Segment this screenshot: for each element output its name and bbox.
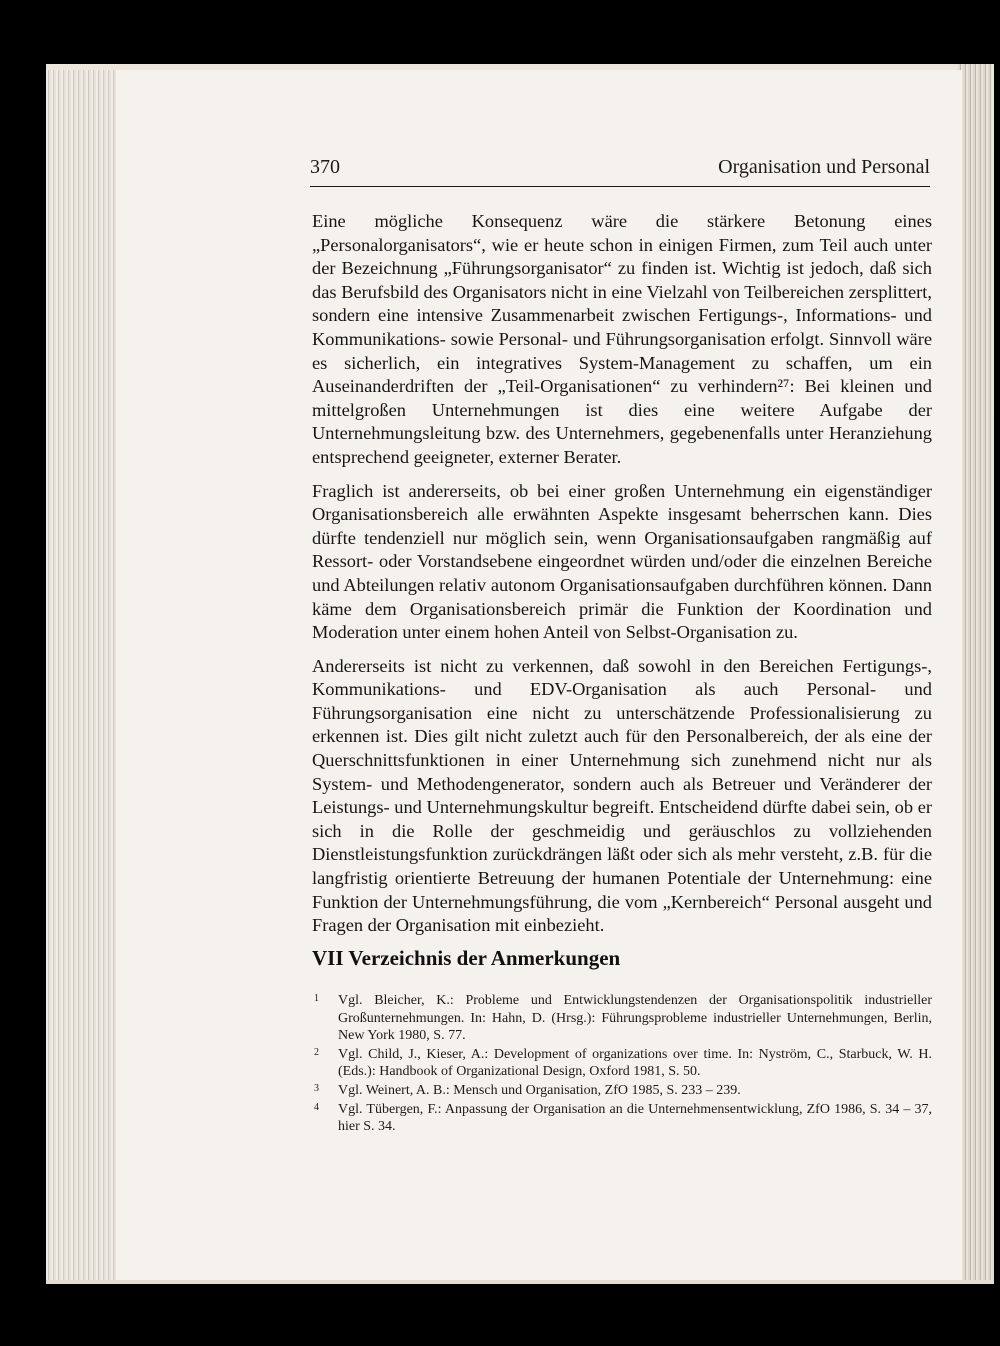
page-header [310,152,930,187]
endnote-number: 1 [314,993,319,1004]
section-heading: VII Verzeichnis der Anmerkungen [312,946,621,970]
page-number: 370 [310,156,340,178]
endnote [312,1101,932,1136]
endnote-text: Vgl. Weinert, A. B.: Mensch und Organisation, ZfO 1985, S. 233 – 239. [338,1082,741,1098]
endnote-text: Vgl. Tübergen, F.: Anpassung der Organisation an die Unternehmensentwicklung, ZfO 1986, S. 34 – 37, hier S. 34. [338,1101,932,1135]
left-page-edges [46,70,118,1280]
body-text [312,210,932,948]
right-page-edges [958,64,992,1280]
running-head: Organisation und Personal [718,156,930,178]
endnote-number: 4 [314,1101,319,1113]
endnote-number: 2 [314,1046,319,1058]
paragraph: Eine mögliche Konsequenz wäre die stärkere Betonung eines „Personalorganisators“, wie er heute schon in einigen Firmen, zum Teil auch unter der Bezeichnung „Führungsorganisator“ zu finden ist. Wichtig ist jedoch, daß sich das Berufsbild des Organisators nicht in eine Vielzahl von Teilbereichen zersplittert, sondern eine intensive Zusammenarbeit zwischen Fertigungs-, Informations- und Kommunikations- sowie Personal- und Führungsorganisation erfolgt. Sinnvoll wäre es sicherlich, ein integratives System-Management zu schaffen, um ein Auseinanderdriften der „Teil-Organisationen“ zu verhindern²⁷: Bei kleinen und mittelgroßen Unternehmungen ist dies eine weitere Aufgabe der Unternehmungsleitung bzw. des Unternehmers, gegebenenfalls unter Heranziehung entsprechend geeigneter, externer Berater. [312,211,932,467]
endnote [312,1082,932,1100]
endnote [312,992,932,1045]
paragraph: Fraglich ist andererseits, ob bei einer großen Unternehmung ein eigenständiger Organisationsbereich alle erwähnten Aspekte insgesamt beherrschen kann. Dies dürfte tendenziell nur möglich sein, wenn Organisationsaufgaben rangmäßig auf Ressort- oder Vorstandsebene eingeordnet würden und/oder die einzelnen Bereiche und Abteilungen relativ autonom Organisationsaufgaben durchführen können. Dann käme dem Organisationsbereich primär die Funktion der Koordination und Moderation unter einem hohen Anteil von Selbst-Organisation zu. [312,480,932,643]
endnote-text: Vgl. Child, J., Kieser, A.: Development of organizations over time. In: Nyström, C., Starbuck, W. H. (Eds.): Handbook of Organizational Design, Oxford 1981, S. 50. [338,1046,932,1080]
endnote-number: 3 [314,1082,319,1094]
endnote-text: Vgl. Bleicher, K.: Probleme und Entwicklungstendenzen der Organisationspolitik industrieller Großunternehmungen. In: Hahn, D. (Hrsg.): Führungsprobleme industrieller Unternehmungen, Berlin, New York 1980, S. 77. [338,993,932,1044]
paragraph: Andererseits ist nicht zu verkennen, daß sowohl in den Bereichen Fertigungs-, Kommunikations- und EDV-Organisation als auch Personal- und Führungsorganisation eine nicht zu unterschätzende Professionalisierung zu erkennen ist. Dies gilt nicht zuletzt auch für den Personalbereich, der als eine der Querschnittsfunktionen in einer Unternehmung sich zunehmend nicht nur als System- und Methodengenerator, sondern auch als Betreuer und Veränderer der Leistungs- und Unternehmungskultur begreift. Entscheidend dürfte dabei sein, ob er sich in die Rolle der geschmeidig und geräuschlos zu vollziehenden Dienstleistungsfunktion zurückdrängen läßt oder sich als mehr versteht, z.B. für die langfristig orientierte Betreuung der humanen Potentiale der Unternehmung: eine Funktion der Unternehmungsführung, die vom „Kernbereich“ Personal ausgeht und Fragen der Organisation mit einbezieht. [312,655,932,936]
endnotes-list [312,992,932,1137]
endnote [312,1046,932,1081]
